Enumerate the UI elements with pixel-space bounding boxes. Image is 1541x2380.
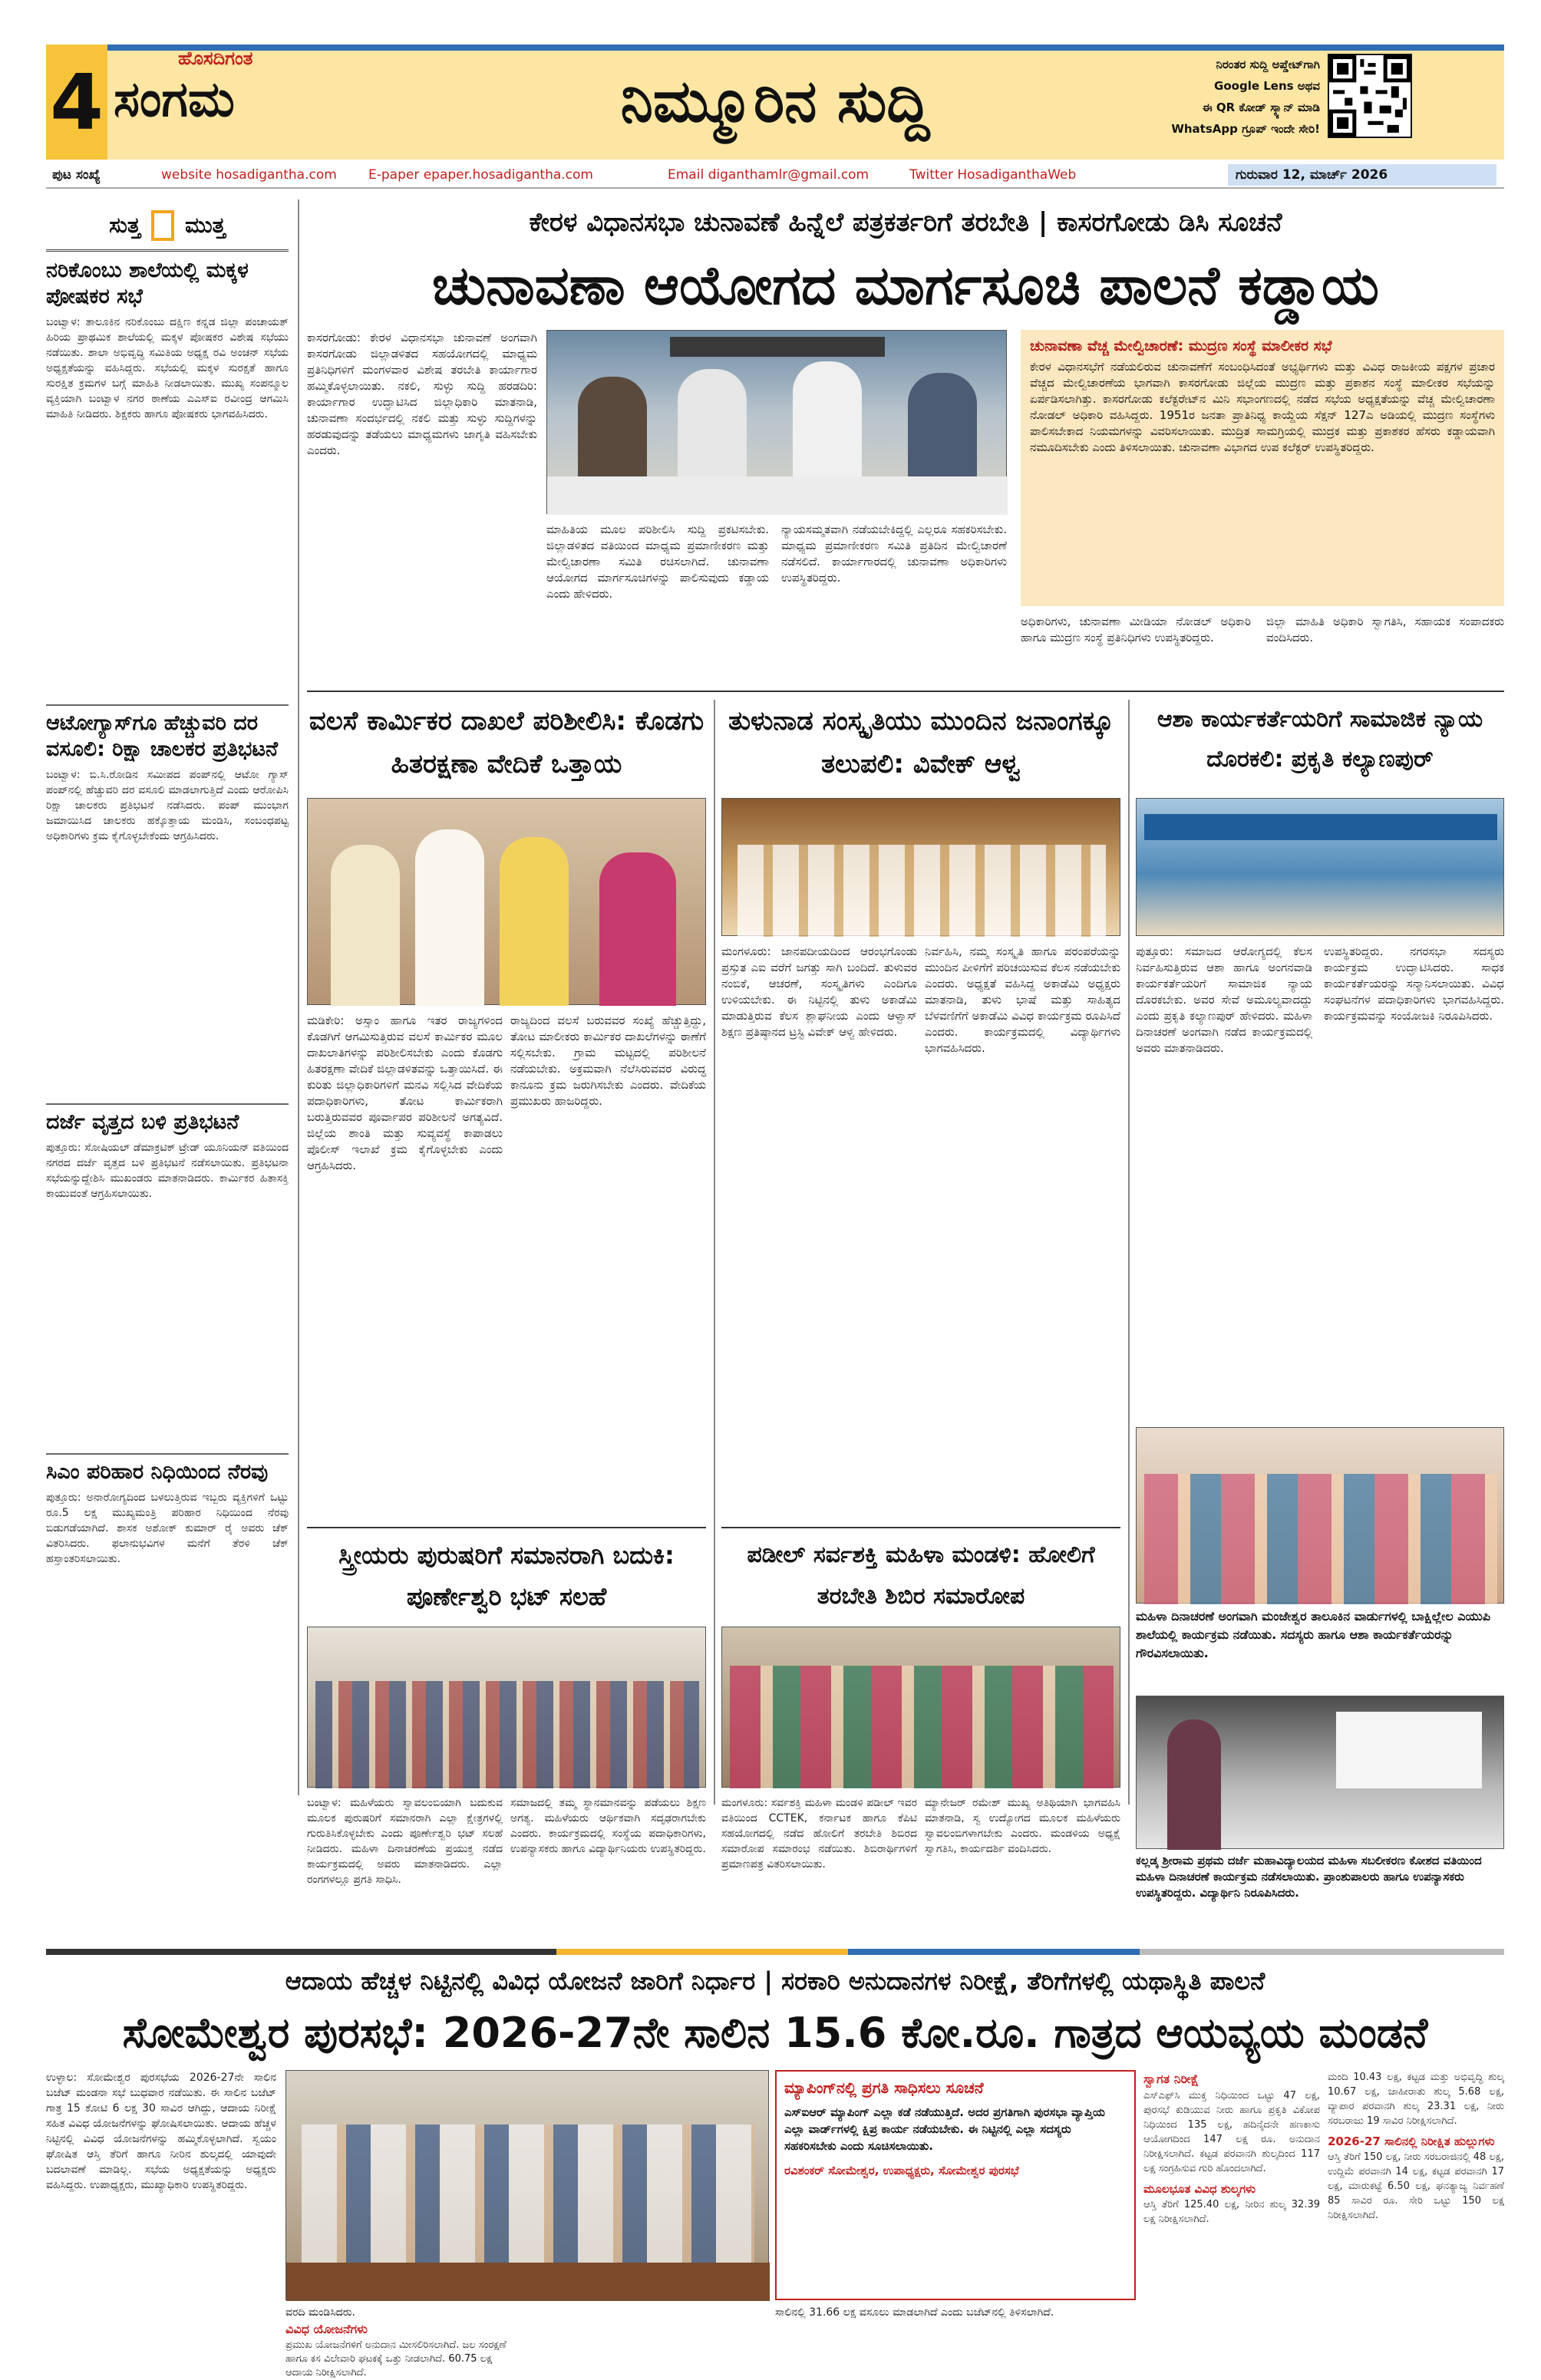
mapping-tip-author: ರವಿಶಂಕರ್ ಸೋಮೇಶ್ವರ, ಉಪಾಧ್ಯಕ್ಷರು, ಸೋಮೇಶ್ವರ ಪುರಸಭೆ bbox=[784, 2164, 1019, 2177]
mapping-tip-box bbox=[775, 2070, 1136, 2300]
photo-banner-2 bbox=[1144, 814, 1497, 840]
story-4-photo-3 bbox=[1136, 1696, 1504, 1849]
story-4-caption-1: ಮಹಿಳಾ ದಿನಾಚರಣೆ ಅಂಗವಾಗಿ ಮಂಜೇಶ್ವರ ತಾಲೂಕಿನ ವಾರ್ಡುಗಳಲ್ಲಿ ಬಾಕ್ಷಿಲ್ಲೇಲ ಎಯುಪಿ ಶಾಲೆಯಲ್ಲಿ ಕಾರ್ಯಕ್ರಮ ನಡೆಯಿತು. ಸದಸ್ಯರು ಹಾಗೂ ಆಶಾ ಕಾರ್ಯಕರ್ತೆಯರನ್ನು ಗೌರವಿಸಲಾಯಿತು. bbox=[1136, 1609, 1491, 1660]
story-5-photo bbox=[307, 1627, 706, 1788]
photo-council bbox=[302, 2125, 754, 2270]
column-divider-2 bbox=[1128, 700, 1130, 1805]
brand-block bbox=[114, 48, 313, 155]
story-2-headline: ವಲಸೆ ಕಾರ್ಮಿಕರ ದಾಖಲೆ ಪರಿಶೀಲಿಸಿ: ಕೊಡಗು ಹಿತರಕ್ಷಣಾ ವೇದಿಕೆ ಒತ್ತಾಯ bbox=[309, 706, 705, 780]
sidebar bbox=[46, 201, 289, 1794]
photo-person-c bbox=[500, 837, 569, 1006]
photo-women-group bbox=[730, 1666, 1114, 1788]
story-3-photo bbox=[721, 798, 1120, 936]
sidebar-logo-right: ಮುತ್ತ bbox=[185, 212, 226, 238]
photo-banner bbox=[670, 337, 885, 357]
budget-color-bar bbox=[46, 1949, 1504, 1955]
photo-person-3 bbox=[793, 361, 862, 484]
budget-col-5: ಮಂದಿ 10.43 ಲಕ್ಷ, ಕಟ್ಟಡ ಮತ್ತು ಅಭಿವೃದ್ಧಿ ಶುಲ್ಕ 10.67 ಲಕ್ಷ, ಜಾಹೀರಾತು ಶುಲ್ಕ 5.68 ಲಕ್ಷ, ವ್ಯಾಪಾರ ಪರವಾನಗಿ ಶುಲ್ಕ 23.31 ಲಕ್ಷ, ನೀರು ಸರಬರಾಜು 19 ಸಾವಿರ ನಿರೀಕ್ಷಿಸಲಾಗಿದೆ. 2026-27 ಸಾಲಿನಲ್ಲಿ ನಿರೀಕ್ಷಿತ ಹುಲ್ಲುಗಳು ಆಸ್ತಿ ತೆರಿಗೆ 150 ಲಕ್ಷ, ನೀರು ಸರಬರಾಜಿನಲ್ಲಿ 48 ಲಕ್ಷ, ಉದ್ದಿಮೆ ಪರವಾನಗಿ 14 ಲಕ್ಷ, ಕಟ್ಟಡ ಪರವಾನಗಿ 17 ಲಕ್ಷ, ಮಾರುಕಟ್ಟೆ 6.50 ಲಕ್ಷ, ಘನತ್ಯಾಜ್ಯ ನಿರ್ವಹಣೆ 85 ಸಾವಿರ ರೂ. ಸೇರಿ ಒಟ್ಟು 150 ಲಕ್ಷ ನಿರೀಕ್ಷಿಸಲಾಗಿದೆ. bbox=[1328, 2072, 1504, 2221]
story-2-col-1: ಮಡಿಕೇರಿ: ಅಸ್ಸಾಂ ಹಾಗೂ ಇತರ ರಾಜ್ಯಗಳಿಂದ ಕೊಡಗಿಗೆ ಆಗಮಿಸುತ್ತಿರುವ ವಲಸೆ ಕಾರ್ಮಿಕರ ಮೂಲ ದಾಖಲಾತಿಗಳನ್ನು ಪರಿಶೀಲಿಸಬೇಕು ಎಂದು ಕೊಡಗು ಹಿತರಕ್ಷಣಾ ವೇದಿಕೆ ಜಿಲ್ಲಾಡಳಿತವನ್ನು ಒತ್ತಾಯಿಸಿದೆ. ಈ ಕುರಿತು ಜಿಲ್ಲಾಧಿಕಾರಿಗಳಿಗೆ ಮನವಿ ಸಲ್ಲಿಸಿದ ವೇದಿಕೆಯ ಪದಾಧಿಕಾರಿಗಳು, ತೋಟ ಕಾರ್ಮಿಕರಾಗಿ ಬರುತ್ತಿರುವವರ ಪೂರ್ವಾಪರ ಪರಿಶೀಲನೆ ಅಗತ್ಯವಿದೆ. ಜಿಲ್ಲೆಯ ಶಾಂತಿ ಮತ್ತು ಸುವ್ಯವಸ್ಥೆ ಕಾಪಾಡಲು ಪೊಲೀಸ್ ಇಲಾಖೆ ಕ್ರಮ ಕೈಗೊಳ್ಳಬೇಕು ಎಂದು ಆಗ್ರಹಿಸಿದರು. bbox=[307, 1014, 503, 1172]
top-story-kicker: ಕೇರಳ ವಿಧಾನಸಭಾ ಚುನಾವಣೆ ಹಿನ್ನೆಲೆ ಪತ್ರಕರ್ತರಿಗೆ ತರಬೇತಿ | ಕಾಸರಗೋಡು ಡಿಸಿ ಸೂಚನೆ bbox=[529, 207, 1282, 238]
sidebar-divider bbox=[298, 199, 299, 1795]
budget-kicker: ಆದಾಯ ಹೆಚ್ಚಳ ನಿಟ್ಟಿನಲ್ಲಿ ವಿವಿಧ ಯೋಜನೆ ಜಾರಿಗೆ ನಿರ್ಧಾರ | ಸರಕಾರಿ ಅನುದಾನಗಳ ನಿರೀಕ್ಷೆ, ತೆರಿಗೆಗಳಲ್ಲಿ ಯಥಾಸ್ಥಿತಿ ಪಾಲನೆ bbox=[285, 1966, 1265, 1996]
story-4-caption-2: ಕಲ್ಲಡ್ಕ ಶ್ರೀರಾಮ ಪ್ರಥಮ ದರ್ಜೆ ಮಹಾವಿದ್ಯಾಲಯದ ಮಹಿಳಾ ಸಬಲೀಕರಣ ಕೋಶದ ವತಿಯಿಂದ ಮಹಿಳಾ ದಿನಾಚರಣೆ ಕಾರ್ಯಕ್ರಮ ನಡೆಸಲಾಯಿತು. ಪ್ರಾಂಶುಪಾಲರು ಹಾಗೂ ಉಪನ್ಯಾಸಕರು ಉಪಸ್ಥಿತರಿದ್ದರು. ವಿದ್ಯಾರ್ಥಿನಿ ನಿರೂಪಿಸಿದರು. bbox=[1136, 1854, 1482, 1900]
website-link[interactable]: website hosadigantha.com bbox=[161, 167, 337, 183]
photo-person-d bbox=[599, 852, 676, 1006]
budget-photo bbox=[285, 2070, 769, 2300]
brand-name: ಸಂಗಮ bbox=[114, 71, 235, 128]
story-6-photo bbox=[721, 1627, 1120, 1788]
top-story-col-5: ಜಿಲ್ಲಾ ಮಾಹಿತಿ ಅಧಿಕಾರಿ ಸ್ವಾಗತಿಸಿ, ಸಹಾಯಕ ಸಂಪಾದಕರು ವಂದಿಸಿದರು. bbox=[1266, 615, 1504, 644]
photo-group-row bbox=[1144, 1474, 1497, 1604]
twitter-link[interactable]: Twitter HosadiganthaWeb bbox=[909, 167, 1077, 183]
promo-line-1: ನಿರಂತರ ಸುದ್ದಿ ಅಪ್ಡೇಟ್‌ಗಾಗಿ bbox=[1216, 58, 1320, 71]
brand-top: ಹೊಸದಿಗಂತ bbox=[178, 48, 253, 69]
page-number: 4 bbox=[50, 57, 104, 147]
story-4-col-1: ಪುತ್ತೂರು: ಸಮಾಜದ ಆರೋಗ್ಯದಲ್ಲಿ ಕೆಲಸ ನಿರ್ವಹಿಸುತ್ತಿರುವ ಆಶಾ ಹಾಗೂ ಅಂಗನವಾಡಿ ಕಾರ್ಯಕರ್ತೆಯರಿಗೆ ಸಾಮಾಜಿಕ ನ್ಯಾಯ ದೊರಕಬೇಕು. ಅವರ ಸೇವೆ ಅಮೂಲ್ಯವಾದದ್ದು ಎಂದು ಪ್ರಕೃತಿ ಕಲ್ಯಾಣಪುರ್ ಹೇಳಿದರು. ಮಹಿಳಾ ದಿನಾಚರಣೆ ಅಂಗವಾಗಿ ನಡೆದ ಕಾರ್ಯಕ್ರಮದಲ್ಲಿ ಅವರು ಮಾತನಾಡಿದರು. bbox=[1136, 944, 1312, 1055]
election-box-body: ಕೇರಳ ವಿಧಾನಸಭೆಗೆ ನಡೆಯಲಿರುವ ಚುನಾವಣೆಗೆ ಸಂಬಂಧಿಸಿದಂತೆ ಅಭ್ಯರ್ಥಿಗಳು ಮತ್ತು ವಿವಿಧ ರಾಜಕೀಯ ಪಕ್ಷಗಳ ಪ್ರಚಾರ ವೆಚ್ಚದ ಮೇಲ್ವಿಚಾರಣೆಯ ಭಾಗವಾಗಿ ಕಾಸರಗೋಡು ಜಿಲ್ಲೆಯ ಮುದ್ರಣ ಮತ್ತು ಪ್ರಕಾಶನ ಸಂಸ್ಥೆ ಮಾಲೀಕರ ಸಭೆಯನ್ನು ಏರ್ಪಡಿಸಲಾಗಿತ್ತು. ಕಾಸರಗೋಡು ಕಲೆಕ್ಟರೇಟ್‌ನ ಮಿನಿ ಸಭಾಂಗಣದಲ್ಲಿ ನಡೆದ ಸಭೆಯ ಅಧ್ಯಕ್ಷತೆಯನ್ನು ವೆಚ್ಚ ಮೇಲ್ವಿಚಾರಣಾ ನೋಡಲ್ ಅಧಿಕಾರಿ ವಹಿಸಿದ್ದರು. 1951ರ ಜನತಾ ಪ್ರಾತಿನಿಧ್ಯ ಕಾಯ್ದೆಯ ಸೆಕ್ಷನ್ 127ಎ ಅಡಿಯಲ್ಲಿ ಮುದ್ರಣ ಸಂಸ್ಥೆಗಳು ಪಾಲಿಸಬೇಕಾದ ನಿಯಮಗಳನ್ನು ವಿವರಿಸಲಾಯಿತು. ಮುದ್ರಿತ ಸಾಮಗ್ರಿಯಲ್ಲಿ ಮುದ್ರಕ ಮತ್ತು ಪ್ರಕಾಶಕರ ಹೆಸರು ಕಡ್ಡಾಯವಾಗಿ ನಮೂದಿಸಬೇಕು ಎಂದು ತಿಳಿಸಲಾಯಿತು. ಚುನಾವಣಾ ವಿಭಾಗದ ಉಪ ಕಲೆಕ್ಟರ್ ಉಪಸ್ಥಿತರಿದ್ದರು. bbox=[1030, 360, 1495, 454]
email-link[interactable]: Email diganthamlr@gmail.com bbox=[668, 167, 869, 183]
top-story-rule bbox=[307, 691, 1504, 692]
photo-crowd bbox=[315, 1681, 699, 1788]
budget-col-4: ಸ್ವಾಗತ ನಿರೀಕ್ಷೆ ಎಸ್ಎಫ್‌ಸಿ ಮುಕ್ತ ನಿಧಿಯಿಂದ ಒಟ್ಟು 47 ಲಕ್ಷ, ಪುರಸಭೆ ಕುಡಿಯುವ ನೀರು ಹಾಗೂ ಪ್ರಕೃತಿ ವಿಕೋಪ ನಿಧಿಯಿಂದ 135 ಲಕ್ಷ, ಹದಿನೈದನೇ ಹಣಕಾಸು ಆಯೋಗದಿಂದ 147 ಲಕ್ಷ ರೂ. ಅನುದಾನ ನಿರೀಕ್ಷಿಸಲಾಗಿದೆ. ಕಟ್ಟಡ ಪರವಾನಗಿ ಶುಲ್ಕದಿಂದ 117 ಲಕ್ಷ ಸಂಗ್ರಹಿಸುವ ಗುರಿ ಹೊಂದಲಾಗಿದೆ. ಮೂಲಭೂತ ವಿವಿಧ ಶುಲ್ಕಗಳು ಆಸ್ತಿ ತೆರಿಗೆ 125.40 ಲಕ್ಷ, ನೀರಿನ ಶುಲ್ಕ 32.39 ಲಕ್ಷ ನಿರೀಕ್ಷಿಸಲಾಗಿದೆ. bbox=[1143, 2072, 1320, 2225]
photo-person-b bbox=[415, 829, 484, 1006]
top-story-col-1 bbox=[307, 330, 537, 683]
section-title-box bbox=[530, 48, 1021, 155]
sidebar-story-3-title: ದರ್ಜೆ ವೃತ್ತದ ಬಳಿ ಪ್ರತಿಭಟನೆ bbox=[46, 1103, 289, 1136]
story-4-headline: ಆಶಾ ಕಾರ್ಯಕರ್ತೆಯರಿಗೆ ಸಾಮಾಜಿಕ ನ್ಯಾಯ ದೊರಕಲಿ: ಪ್ರಕೃತಿ ಕಲ್ಯಾಣಪುರ್ bbox=[1157, 706, 1483, 773]
sidebar-logo-left: ಸುತ್ತ bbox=[109, 212, 141, 238]
budget-col-3-tail: ಸಾಲಿನಲ್ಲಿ 31.66 ಲಕ್ಷ ವಸೂಲು ಮಾಡಲಾಗಿದೆ ಎಂದು ಬಜೆಟ್‌ನಲ್ಲಿ ತಿಳಿಸಲಾಗಿದೆ. bbox=[775, 2306, 1054, 2319]
story-3-col-2: ನಿರ್ವಹಿಸಿ, ನಮ್ಮ ಸಂಸ್ಕೃತಿ ಹಾಗೂ ಪರಂಪರೆಯನ್ನು ಮುಂದಿನ ಪೀಳಿಗೆಗೆ ಪರಿಚಯಿಸುವ ಕೆಲಸ ನಡೆಯಬೇಕು ಎಂದರು. ಅಧ್ಯಕ್ಷತೆ ವಹಿಸಿದ್ದ ಅಕಾಡೆಮಿ ಅಧ್ಯಕ್ಷರು ಮಾತನಾಡಿ, ತುಳು ಭಾಷೆ ಮತ್ತು ಸಾಹಿತ್ಯದ ಬೆಳವಣಿಗೆಗೆ ಅಕಾಡೆಮಿ ವಿವಿಧ ಕಾರ್ಯಕ್ರಮ ರೂಪಿಸಿದೆ ಎಂದರು. ಕಾರ್ಯಕ್ರಮದಲ್ಲಿ ವಿದ್ಯಾರ್ಥಿಗಳು ಭಾಗವಹಿಸಿದರು. bbox=[925, 944, 1120, 1055]
top-story-col-2: ಮಾಹಿತಿಯ ಮೂಲ ಪರಿಶೀಲಿಸಿ ಸುದ್ದಿ ಪ್ರಕಟಿಸಬೇಕು. ಜಿಲ್ಲಾಡಳಿತದ ವತಿಯಿಂದ ಮಾಧ್ಯಮ ಪ್ರಮಾಣೀಕರಣ ಮತ್ತು ಮೇಲ್ವಿಚಾರಣಾ ಸಮಿತಿ ರಚಿಸಲಾಗಿದೆ. ಚುನಾವಣಾ ಆಯೋಗದ ಮಾರ್ಗಸೂಚಿಗಳನ್ನು ಪಾಲಿಸುವುದು ಕಡ್ಡಾಯ ಎಂದು ಹೇಳಿದರು. bbox=[546, 522, 769, 601]
story-4-photo bbox=[1136, 798, 1504, 936]
photo-table bbox=[547, 476, 1008, 515]
sidebar-logo-icon bbox=[151, 210, 174, 241]
election-box-title: ಚುನಾವಣಾ ವೆಚ್ಚ ಮೇಲ್ವಿಚಾರಣೆ: ಮುದ್ರಣ ಸಂಸ್ಥೆ ಮಾಲೀಕರ ಸಭೆ bbox=[1030, 338, 1332, 354]
budget-col-1: ಉಳ್ಳಾಲ: ಸೋಮೇಶ್ವರ ಪುರಸಭೆಯ 2026-27ನೇ ಸಾಲಿನ ಬಜೆಟ್ ಮಂಡನಾ ಸಭೆ ಬುಧವಾರ ನಡೆಯಿತು. ಈ ಸಾಲಿನ ಬಜೆಟ್ ಗಾತ್ರ 15 ಕೋಟಿ 6 ಲಕ್ಷ 30 ಸಾವಿರ ಆಗಿದ್ದು, ಆದಾಯ ನಿರೀಕ್ಷೆ ಸಹಿತ ವಿವಿಧ ಯೋಜನೆಗಳನ್ನು ಘೋಷಿಸಲಾಯಿತು. ಆದಾಯ ಹೆಚ್ಚಳ ನಿಟ್ಟಿನಲ್ಲಿ ವಿವಿಧ ಯೋಜನೆಗಳನ್ನು ಹಮ್ಮಿಕೊಳ್ಳಲಾಗಿದೆ. ಸ್ವಯಂ ಘೋಷಿತ ಆಸ್ತಿ ತೆರಿಗೆ ಹಾಗೂ ನೀರಿನ ಶುಲ್ಕದಲ್ಲಿ ಯಾವುದೇ ಬದಲಾವಣೆ ಮಾಡಿಲ್ಲ. ಸಭೆಯ ಅಧ್ಯಕ್ಷತೆಯನ್ನು ಅಧ್ಯಕ್ಷರು ವಹಿಸಿದ್ದರು. ಉಪಾಧ್ಯಕ್ಷರು, ಮುಖ್ಯಾಧಿಕಾರಿ ಉಪಸ್ಥಿತರಿದ್ದರು. bbox=[46, 2072, 276, 2191]
sidebar-story-1-body: ಬಂಟ್ವಾಳ: ತಾಲೂಕಿನ ನರಿಕೊಂಬು ದಕ್ಷಿಣ ಕನ್ನಡ ಜಿಲ್ಲಾ ಪಂಚಾಯತ್ ಹಿರಿಯ ಪ್ರಾಥಮಿಕ ಶಾಲೆಯಲ್ಲಿ ಮಕ್ಕಳ ಪೋಷಕರ ವಿಶೇಷ ಸಭೆಯು ನಡೆಯಿತು. ಶಾಲಾ ಅಭಿವೃದ್ಧಿ ಸಮಿತಿಯ ಅಧ್ಯಕ್ಷ ರವಿ ಅಂಚನ್ ಸಭೆಯ ಅಧ್ಯಕ್ಷತೆಯನ್ನು ವಹಿಸಿದ್ದರು. ಸಭೆಯಲ್ಲಿ ಮಕ್ಕಳ ಸುರಕ್ಷತೆ ಹಾಗೂ ಸುರಕ್ಷಿತ ಕ್ರಮಗಳ ಬಗ್ಗೆ ಮಾಹಿತಿ ನೀಡಲಾಯಿತು. ಮುಖ್ಯ ಸಂಪನ್ಮೂಲ ವ್ಯಕ್ತಿಯಾಗಿ ಬಂಟ್ವಾಳ ನಗರ ಠಾಣೆಯ ಎಎಸ್ಐ ರವೀಂದ್ರ ಆಗಮಿಸಿ ಮಾಹಿತಿ ನೀಡಿದರು. ಶಿಕ್ಷಕರು ಹಾಗೂ ಪೋಷಕರು ಭಾಗವಹಿಸಿದರು. bbox=[46, 316, 289, 420]
top-story-col-3: ನ್ಯಾಯಸಮ್ಮತವಾಗಿ ನಡೆಯಬೇಕಿದ್ದಲ್ಲಿ ಎಲ್ಲರೂ ಸಹಕರಿಸಬೇಕು. ಮಾಧ್ಯಮ ಪ್ರಮಾಣೀಕರಣ ಸಮಿತಿ ಪ್ರತಿದಿನ ಮೇಲ್ವಿಚಾರಣೆ ನಡೆಸಲಿದೆ. ಕಾರ್ಯಾಗಾರದಲ್ಲಿ ಚುನಾವಣಾ ಅಧಿಕಾರಿಗಳು ಉಪಸ್ಥಿತರಿದ್ದರು. bbox=[781, 522, 1007, 585]
column-divider-1 bbox=[714, 700, 715, 1805]
top-story-headline: ಚುನಾವಣಾ ಆಯೋಗದ ಮಾರ್ಗಸೂಚಿ ಪಾಲನೆ ಕಡ್ಡಾಯ bbox=[432, 253, 1379, 317]
photo-person-1 bbox=[578, 377, 647, 484]
photo-speaker bbox=[1167, 1719, 1221, 1850]
top-story-text-1: ಕಾಸರಗೋಡು: ಕೇರಳ ವಿಧಾನಸಭಾ ಚುನಾವಣೆ ಅಂಗವಾಗಿ ಕಾಸರಗೋಡು ಜಿಲ್ಲಾಡಳಿತದ ಸಹಯೋಗದಲ್ಲಿ ಮಾಧ್ಯಮ ಪ್ರತಿನಿಧಿಗಳಿಗೆ ಮಂಗಳವಾರ ವಿಶೇಷ ತರಬೇತಿ ಕಾರ್ಯಾಗಾರ ಹಮ್ಮಿಕೊಳ್ಳಲಾಯಿತು. ನಕಲಿ, ಸುಳ್ಳು ಸುದ್ದಿ ಹರಡದಿರಿ: ಕಾರ್ಯಾಗಾರ ಉದ್ಘಾಟಿಸಿದ ಜಿಲ್ಲಾಧಿಕಾರಿ ಮಾತನಾಡಿ, ಚುನಾವಣಾ ಸಂದರ್ಭದಲ್ಲಿ ನಕಲಿ ಮತ್ತು ಸುಳ್ಳು ಸುದ್ದಿಗಳನ್ನು ಹರಡುವುದನ್ನು ತಡೆಯಲು ಮಾಧ್ಯಮಗಳು ಜಾಗೃತಿ ವಹಿಸಬೇಕು ಎಂದರು. bbox=[307, 331, 537, 457]
promo-line-4: WhatsApp ಗ್ರೂಪ್ ಇಂದೇ ಸೇರಿ! bbox=[1171, 122, 1320, 136]
sidebar-story-1-title: ನರಿಕೊಂಬು ಶಾಲೆಯಲ್ಲಿ ಮಕ್ಕಳ ಪೋಷಕರ ಸಭೆ bbox=[46, 259, 249, 308]
story-4-col-2: ಉಪಸ್ಥಿತರಿದ್ದರು. ನಗರಸಭಾ ಸದಸ್ಯರು ಕಾರ್ಯಕ್ರಮ ಉದ್ಘಾಟಿಸಿದರು. ಸಾಧಕ ಕಾರ್ಯಕರ್ತೆಯರನ್ನು ಸನ್ಮಾನಿಸಲಾಯಿತು. ವಿವಿಧ ಸಂಘಟನೆಗಳ ಪದಾಧಿಕಾರಿಗಳು ಭಾಗವಹಿಸಿದ್ದರು. ಕಾರ್ಯಕ್ರಮವನ್ನು ಸಂಯೋಜಕಿ ನಿರೂಪಿಸಿದರು. bbox=[1324, 944, 1504, 1023]
story-5-headline: ಸ್ತ್ರೀಯರು ಪುರುಷರಿಗೆ ಸಮಾನರಾಗಿ ಬದುಕಿ: ಪೂರ್ಣೇಶ್ವರಿ ಭಟ್ ಸಲಹೆ bbox=[338, 1541, 675, 1611]
page-number-box bbox=[46, 45, 107, 160]
mapping-tip-title: ಮ್ಯಾಪಿಂಗ್‌ನಲ್ಲಿ ಪ್ರಗತಿ ಸಾಧಿಸಲು ಸೂಚನೆ bbox=[784, 2078, 984, 2097]
photo-projection bbox=[1336, 1712, 1482, 1788]
photo-desk bbox=[286, 2263, 770, 2301]
section-title: ನಿಮ್ಮೂರಿನ ಸುದ್ದಿ bbox=[620, 66, 930, 135]
story-2-photo bbox=[307, 798, 706, 1005]
sidebar-story-2-title: ಆಟೋಗ್ಯಾಸ್‌ಗೂ ಹೆಚ್ಚುವರಿ ದರ ವಸೂಲಿ: ರಿಕ್ಷಾ ಚಾಲಕರ ಪ್ರತಿಭಟನೆ bbox=[46, 704, 289, 763]
sidebar-story-3-body: ಪುತ್ತೂರು: ಸೋಷಿಯಲ್ ಡೆಮಾಕ್ರಟಿಕ್ ಟ್ರೇಡ್ ಯೂನಿಯನ್ ವತಿಯಿಂದ ನಗರದ ದರ್ಜೆ ವೃತ್ತದ ಬಳಿ ಪ್ರತಿಭಟನೆ ನಡೆಸಲಾಯಿತು. ಪ್ರತಿಭಟನಾ ಸಭೆಯನ್ನುದ್ದೇಶಿಸಿ ಮುಖಂಡರು ಮಾತನಾಡಿದರು. ಕಾರ್ಮಿಕರ ಹಿತಾಸಕ್ತಿ ಕಾಯುವಂತೆ ಆಗ್ರಹಿಸಲಾಯಿತು. bbox=[46, 1142, 289, 1200]
photo-person-4 bbox=[908, 373, 977, 484]
story-6-col-2: ಮ್ಯಾನೇಜರ್ ರಮೇಶ್ ಮುಖ್ಯ ಅತಿಥಿಯಾಗಿ ಭಾಗವಹಿಸಿ ಮಾತನಾಡಿ, ಸ್ವ ಉದ್ಯೋಗದ ಮೂಲಕ ಮಹಿಳೆಯರು ಸ್ವಾವಲಂಬಿಗಳಾಗಬೇಕು ಎಂದರು. ಮಂಡಳಿಯ ಅಧ್ಯಕ್ಷೆ ಸ್ವಾಗತಿಸಿ, ಕಾರ್ಯದರ್ಶಿ ವಂದಿಸಿದರು. bbox=[925, 1797, 1120, 1855]
story-6-col-1: ಮಂಗಳೂರು: ಸರ್ವಶಕ್ತಿ ಮಹಿಳಾ ಮಂಡಳಿ ಪಡೀಲ್ ಇವರ ವತಿಯಿಂದ CCTEK, ಕರ್ನಾಟಕ ಹಾಗೂ ಕೆಪಿಟಿ ಸಹಯೋಗದಲ್ಲಿ ನಡೆದ ಹೋಲಿಗೆ ತರಬೇತಿ ಶಿಬಿರದ ಸಮಾರೋಪ ಸಮಾರಂಭ ನಡೆಯಿತು. ಶಿಬಿರಾರ್ಥಿಗಳಿಗೆ ಪ್ರಮಾಣಪತ್ರ ವಿತರಿಸಲಾಯಿತು. bbox=[721, 1797, 917, 1871]
budget-headline: ಸೋಮೇಶ್ವರ ಪುರಸಭೆ: 2026-27ನೇ ಸಾಲಿನ 15.6 ಕೋ.ರೂ. ಗಾತ್ರದ ಆಯವ್ಯಯ ಮಂಡನೆ bbox=[122, 2009, 1428, 2057]
election-box bbox=[1021, 330, 1504, 606]
sidebar-story-4-title: ಸಿಎಂ ಪರಿಹಾರ ನಿಧಿಯಿಂದ ನೆರವು bbox=[46, 1453, 289, 1485]
promo-line-2: Google Lens ಅಥವ bbox=[1214, 79, 1320, 93]
story-4-photo-2 bbox=[1136, 1427, 1504, 1604]
story-6-headline: ಪಡೀಲ್ ಸರ್ವಶಕ್ತಿ ಮಹಿಳಾ ಮಂಡಳಿ: ಹೋಲಿಗೆ ತರಬೇತಿ ಶಿಬಿರ ಸಮಾರೋಪ bbox=[747, 1541, 1095, 1610]
epaper-link[interactable]: E-paper epaper.hosadigantha.com bbox=[368, 167, 593, 183]
top-story-col-4: ಅಧಿಕಾರಿಗಳು, ಚುನಾವಣಾ ಮೀಡಿಯಾ ನೋಡಲ್ ಅಧಿಕಾರಿ ಹಾಗೂ ಮುದ್ರಣ ಸಂಸ್ಥೆ ಪ್ರತಿನಿಧಿಗಳು ಉಪಸ್ಥಿತರಿದ್ದರು. bbox=[1021, 615, 1251, 644]
info-strip bbox=[46, 163, 1504, 189]
promo-line-3: ಈ QR ಕೋಡ್ ಸ್ಕ್ಯಾನ್ ಮಾಡಿ bbox=[1202, 101, 1320, 114]
photo-stage-row bbox=[738, 845, 1106, 937]
story-2-col-2: ರಾಜ್ಯದಿಂದ ವಲಸೆ ಬರುವವರ ಸಂಖ್ಯೆ ಹೆಚ್ಚುತ್ತಿದ್ದು, ತೋಟ ಮಾಲೀಕರು ಕಾರ್ಮಿಕರ ದಾಖಲೆಗಳನ್ನು ಠಾಣೆಗೆ ಸಲ್ಲಿಸಬೇಕು. ಗ್ರಾಮ ಮಟ್ಟದಲ್ಲಿ ಪರಿಶೀಲನೆ ನಡೆಯಬೇಕು. ಅಕ್ರಮವಾಗಿ ನೆಲೆಸಿರುವವರ ವಿರುದ್ಧ ಕಾನೂನು ಕ್ರಮ ಜರುಗಿಸಬೇಕು ಎಂದರು. ವೇದಿಕೆಯ ಪ್ರಮುಖರು ಹಾಜರಿದ್ದರು. bbox=[510, 1014, 706, 1108]
story-5-col-1: ಬಂಟ್ವಾಳ: ಮಹಿಳೆಯರು ಸ್ವಾವಲಂಬಿಯಾಗಿ ಬದುಕುವ ಮೂಲಕ ಪುರುಷರಿಗೆ ಸಮಾನರಾಗಿ ಎಲ್ಲಾ ಕ್ಷೇತ್ರಗಳಲ್ಲಿ ಗುರುತಿಸಿಕೊಳ್ಳಬೇಕು ಎಂದು ಪೂರ್ಣೇಶ್ವರಿ ಭಟ್ ಸಲಹೆ ನೀಡಿದರು. ಮಹಿಳಾ ದಿನಾಚರಣೆಯ ಪ್ರಯುಕ್ತ ನಡೆದ ಕಾರ್ಯಕ್ರಮದಲ್ಲಿ ಅವರು ಮಾತನಾಡಿದರು. ಎಲ್ಲಾ ರಂಗಗಳಲ್ಲೂ ಪ್ರಗತಿ ಸಾಧಿಸಿ. bbox=[307, 1797, 503, 1886]
photo-person-a bbox=[331, 845, 400, 1006]
story-3-headline: ತುಳುನಾಡ ಸಂಸ್ಕೃತಿಯು ಮುಂದಿನ ಜನಾಂಗಕ್ಕೂ ತಲುಪಲಿ: ವಿವೇಕ್ ಆಳ್ವ bbox=[728, 706, 1114, 780]
story-3-col-1: ಮಂಗಳೂರು: ಜಾನಪದೀಯದಿಂದ ಆರಂಭಗೊಂಡು ಪ್ರಸ್ತುತ ಎಐ ವರೆಗೆ ಜಗತ್ತು ಸಾಗಿ ಬಂದಿದೆ. ತುಳುವರ ನಂಬಿಕೆ, ಆಚರಣೆ, ಸಂಸ್ಕೃತಿಗಳು ಎಂದಿಗೂ ಉಳಿಯಬೇಕು. ಈ ನಿಟ್ಟಿನಲ್ಲಿ ತುಳು ಅಕಾಡೆಮಿ ಮಾಡುತ್ತಿರುವ ಕೆಲಸ ಶ್ಲಾಘನೀಯ ಎಂದು ಆಳ್ವಾಸ್ ಶಿಕ್ಷಣ ಪ್ರತಿಷ್ಠಾನದ ಟ್ರಸ್ಟಿ ವಿವೇಕ್ ಆಳ್ವ ಹೇಳಿದರು. bbox=[721, 944, 917, 1039]
story-5-col-2: ಸಮಾಜದಲ್ಲಿ ತಮ್ಮ ಸ್ಥಾನಮಾನವನ್ನು ಪಡೆಯಲು ಶಿಕ್ಷಣ ಅಗತ್ಯ. ಮಹಿಳೆಯರು ಆರ್ಥಿಕವಾಗಿ ಸದೃಢರಾಗಬೇಕು ಎಂದರು. ಕಾರ್ಯಕ್ರಮದಲ್ಲಿ ಸಂಸ್ಥೆಯ ಪದಾಧಿಕಾರಿಗಳು, ಉಪನ್ಯಾಸಕರು ಹಾಗೂ ವಿದ್ಯಾರ್ಥಿನಿಯರು ಉಪಸ್ಥಿತರಿದ್ದರು. bbox=[510, 1797, 706, 1855]
sidebar-story-2-body: ಬಂಟ್ವಾಳ: ಬಿ.ಸಿ.ರೋಡಿನ ಸಮೀಪದ ಪಂಪ್‌ನಲ್ಲಿ ಆಟೋ ಗ್ಯಾಸ್ ಪಂಪ್‌ನಲ್ಲಿ ಹೆಚ್ಚುವರಿ ದರ ವಸೂಲಿ ಮಾಡಲಾಗುತ್ತಿದೆ ಎಂದು ಆರೋಪಿಸಿ ರಿಕ್ಷಾ ಚಾಲಕರು ಪ್ರತಿಭಟನೆ ನಡೆಸಿದರು. ಪಂಪ್ ಮುಂಭಾಗ ಜಮಾಯಿಸಿದ ಚಾಲಕರು ಹಕ್ಕೊತ್ತಾಯ ಮಂಡಿಸಿ, ಸಂಬಂಧಪಟ್ಟ ಅಧಿಕಾರಿಗಳು ಕ್ರಮ ಕೈಗೊಳ್ಳಬೇಕೆಂದು ಆಗ್ರಹಿಸಿದರು. bbox=[46, 769, 289, 842]
whatsapp-promo bbox=[1105, 54, 1320, 153]
story-5-rule bbox=[307, 1527, 706, 1528]
sidebar-logo bbox=[46, 201, 289, 252]
mapping-tip-body: ಎಸ್ಐಆರ್ ಮ್ಯಾಪಿಂಗ್ ಎಲ್ಲಾ ಕಡೆ ನಡೆಯುತ್ತಿದೆ. ಅದರ ಪ್ರಗತಿಗಾಗಿ ಪುರಸಭಾ ವ್ಯಾಪ್ತಿಯ ಎಲ್ಲಾ ವಾರ್ಡ್‌ಗಳಲ್ಲಿ ಕ್ಷಿಪ್ರ ಕಾರ್ಯ ನಡೆಯಬೇಕು. ಈ ನಿಟ್ಟಿನಲ್ಲಿ ಎಲ್ಲಾ ಸದಸ್ಯರು ಸಹಕರಿಸಬೇಕು ಎಂದು ಸೂಚಿಸಲಾಯಿತು. bbox=[784, 2105, 1105, 2153]
pages-label: ಪುಟ ಸಂಖ್ಯೆ bbox=[52, 167, 101, 183]
qr-code[interactable] bbox=[1328, 54, 1412, 138]
story-6-rule bbox=[721, 1527, 1120, 1528]
top-story-photo bbox=[546, 330, 1007, 514]
photo-person-2 bbox=[678, 369, 747, 484]
sidebar-story-4-body: ಪುತ್ತೂರು: ಅನಾರೋಗ್ಯದಿಂದ ಬಳಲುತ್ತಿರುವ ಇಬ್ಬರು ವ್ಯಕ್ತಿಗಳಿಗೆ ಒಟ್ಟು ರೂ.5 ಲಕ್ಷ ಮುಖ್ಯಮಂತ್ರಿ ಪರಿಹಾರ ನಿಧಿಯಿಂದ ನೆರವು ಬಿಡುಗಡೆಯಾಗಿದೆ. ಶಾಸಕ ಅಶೋಕ್ ಕುಮಾರ್ ರೈ ಅವರು ಚೆಕ್ ವಿತರಿಸಿದರು. ಫಲಾನುಭವಿಗಳ ಮನೆಗೆ ತೆರಳಿ ಚೆಕ್ ಹಸ್ತಾಂತರಿಸಲಾಯಿತು. bbox=[46, 1492, 289, 1565]
date-box: ಗುರುವಾರ 12, ಮಾರ್ಚ್ 2026 bbox=[1228, 164, 1496, 186]
budget-photo-caption: ವರದಿ ಮಂಡಿಸಿದರು. ವಿವಿಧ ಯೋಜನೆಗಳು ಪ್ರಮುಖ ಯೋಜನೆಗಳಿಗೆ ಅನುದಾನ ಮೀಸಲಿರಿಸಲಾಗಿದೆ. ಜಲ ಸಂರಕ್ಷಣೆ ಹಾಗೂ ಕಸ ವಿಲೇವಾರಿ ಘಟಕಕ್ಕೆ ಒತ್ತು ನೀಡಲಾಗಿದೆ. 60.75 ಲಕ್ಷ ಆದಾಯ ನಿರೀಕ್ಷಿಸಲಾಗಿದೆ. bbox=[285, 2306, 507, 2378]
